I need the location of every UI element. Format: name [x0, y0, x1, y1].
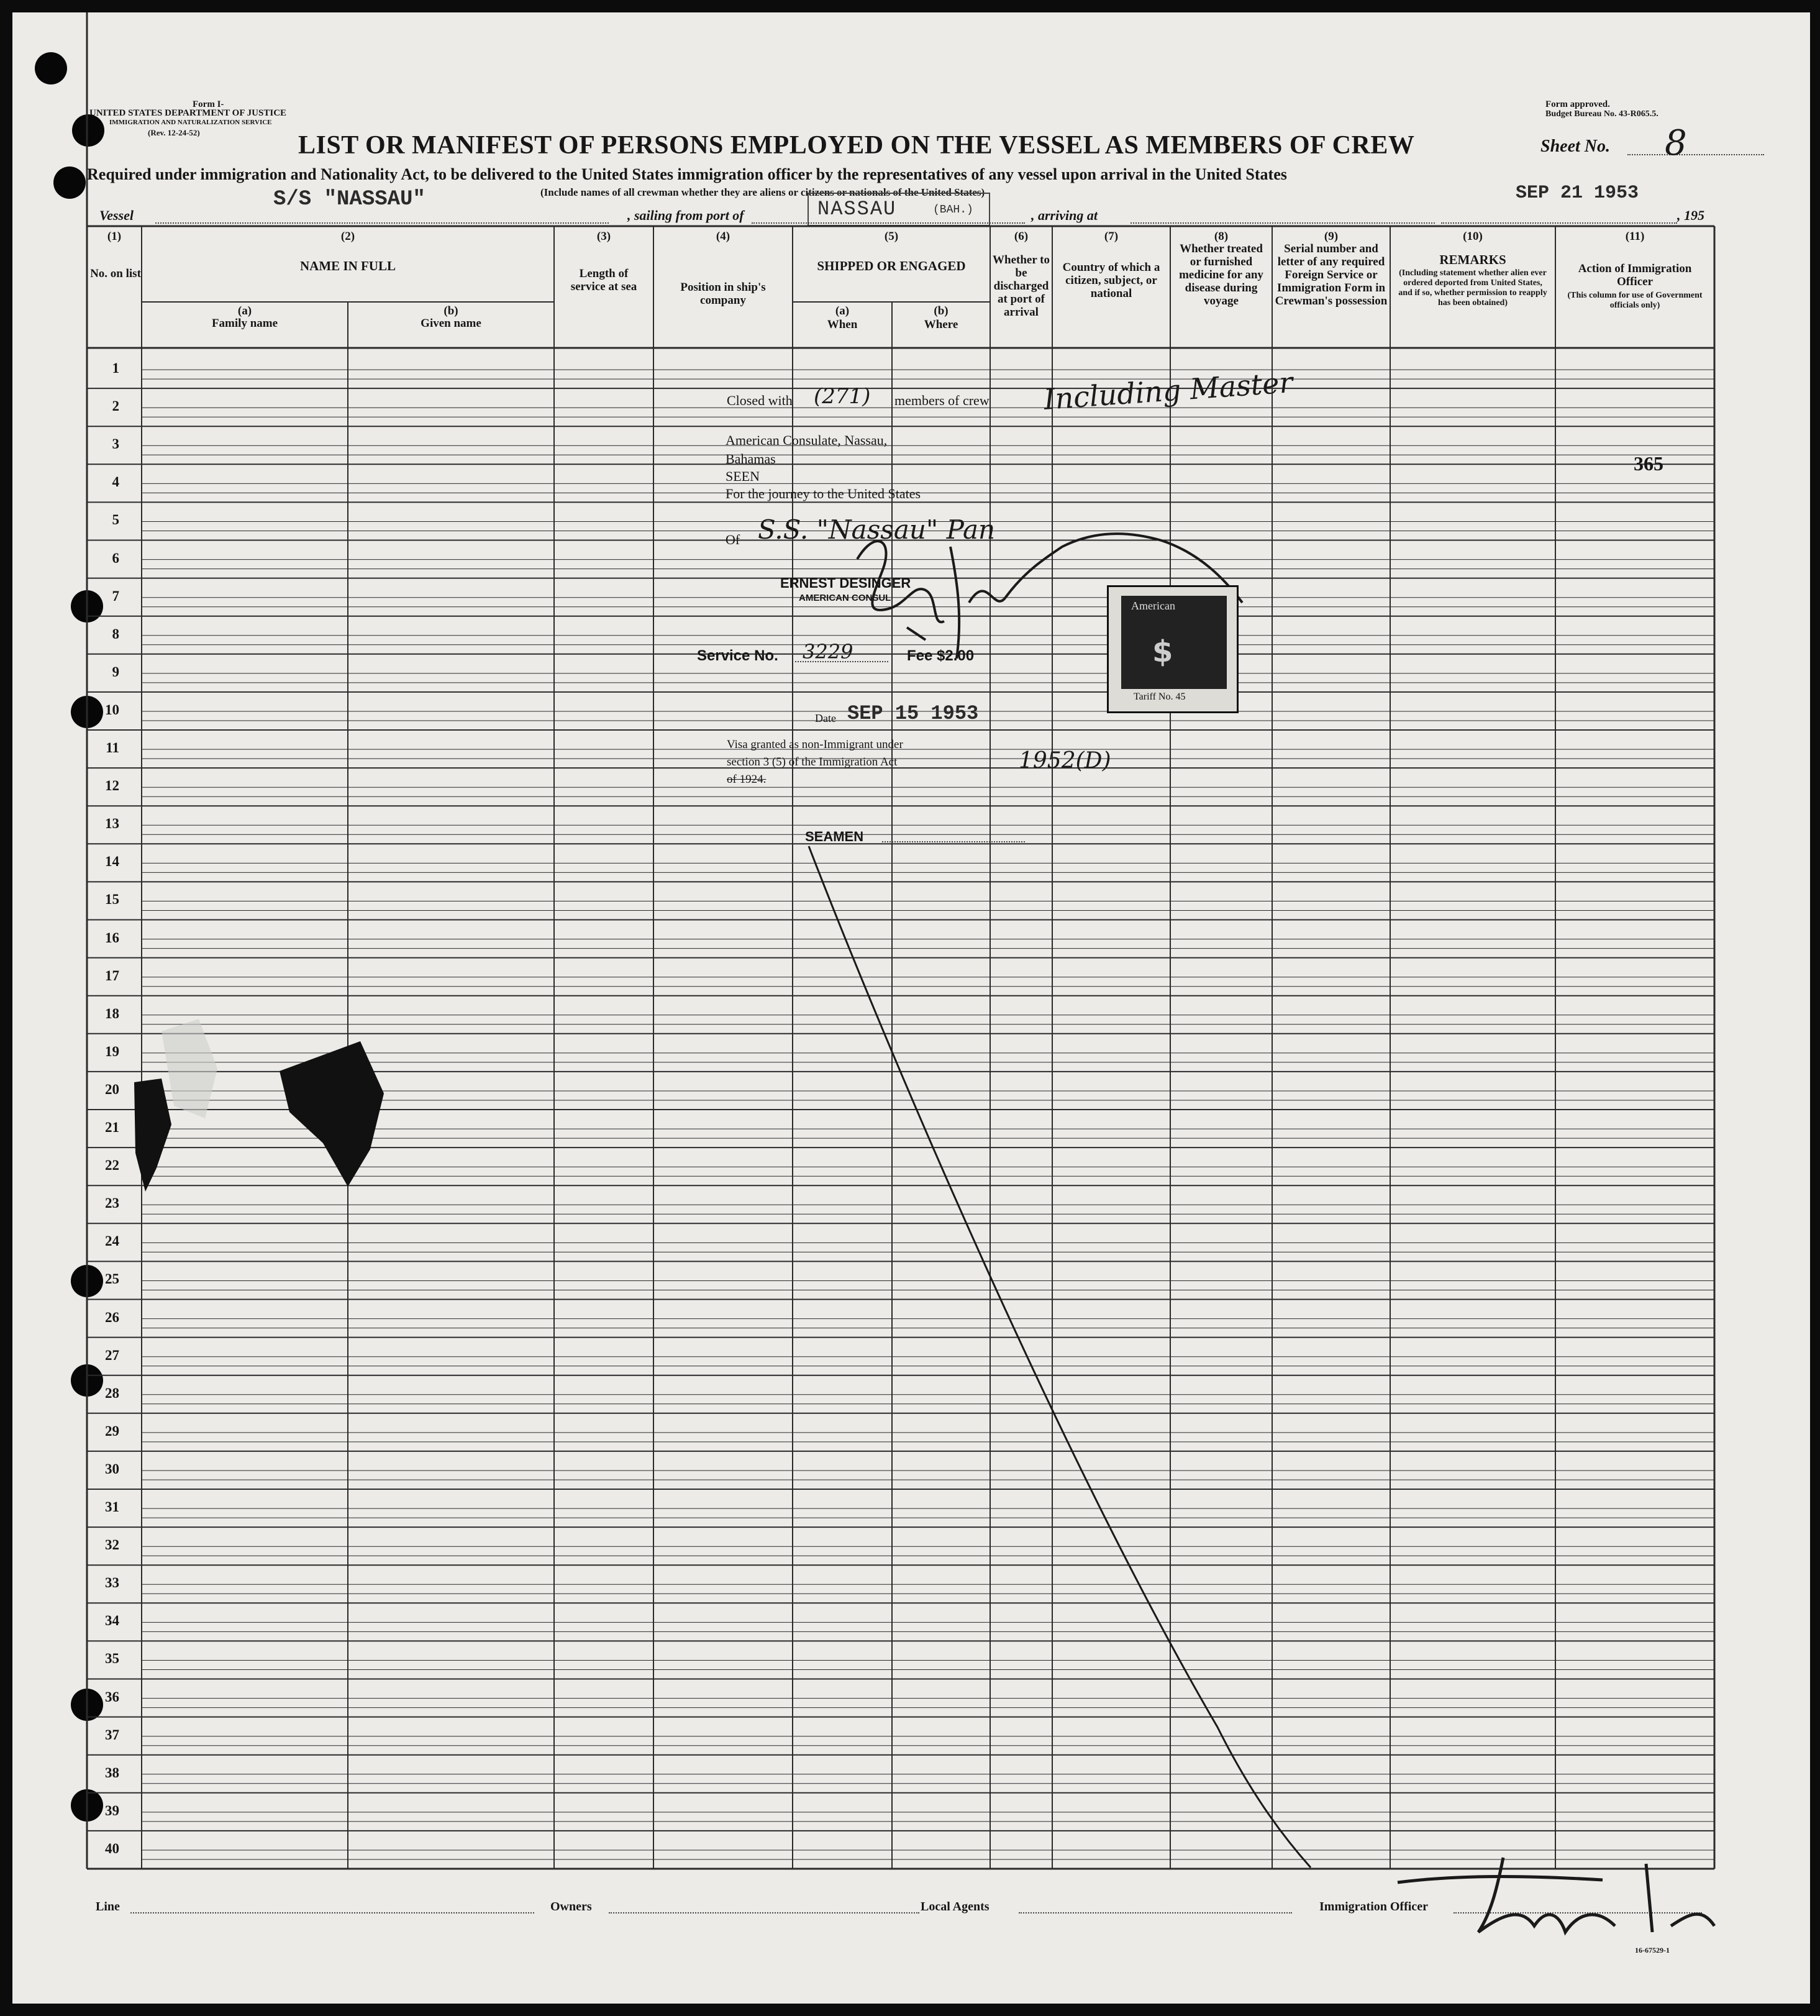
print-code: 16-67529-1 — [1635, 1946, 1670, 1954]
col-7-header: Country of which a citizen, subject, or national — [1062, 261, 1160, 300]
row-number: 19 — [105, 1043, 119, 1059]
col-10-number: (10) — [1463, 230, 1483, 243]
include-note: (Include names of all crewman whether they are aliens or citizens or nationals of the United States) — [540, 186, 985, 198]
service-name: IMMIGRATION AND NATURALIZATION SERVICE — [109, 119, 272, 126]
col-10-header: REMARKS — [1439, 252, 1506, 267]
seamen-label: SEAMEN — [805, 829, 864, 844]
row-number: 8 — [112, 626, 119, 642]
col-6-number: (6) — [1014, 230, 1029, 243]
ship-reference: S.S. "Nassau" Pan — [758, 514, 996, 545]
row-number: 29 — [105, 1423, 119, 1439]
consulate-line-2: Bahamas — [726, 451, 776, 467]
row-number: 32 — [105, 1537, 119, 1553]
row-number: 35 — [105, 1651, 119, 1667]
row-number: 34 — [105, 1613, 119, 1629]
date-label: Date — [815, 712, 836, 724]
col-5a-header: When — [827, 318, 858, 331]
budget-bureau-number: Budget Bureau No. 43-R065.5. — [1545, 109, 1658, 119]
form-number: Form I- — [193, 99, 224, 109]
row-number: 39 — [105, 1802, 119, 1818]
col-4-number: (4) — [716, 230, 730, 243]
visa-section-line: section 3 (5) of the Immigration Act — [727, 755, 898, 769]
col-10-note: (Including statement whether alien ever ordered deported from United States, and if so, whether permission to reapply has been obtained) — [1398, 268, 1547, 308]
col-5-number: (5) — [884, 230, 899, 243]
row-number: 12 — [105, 778, 119, 794]
footer-line-field — [130, 1912, 534, 1913]
manifest-subtitle: Required under immigration and Nationality Act, to be delivered to the United States immigration officer by the representatives of any vessel upon arrival in the United States — [87, 165, 1287, 183]
action-number: 365 — [1634, 452, 1663, 475]
col-5-header: SHIPPED OR ENGAGED — [817, 258, 966, 273]
service-no-label: Service No. — [697, 647, 778, 664]
row-number: 11 — [106, 740, 119, 755]
row-number: 37 — [105, 1726, 119, 1743]
officer-signature — [1379, 1839, 1727, 1945]
manifest-title: LIST OR MANIFEST OF PERSONS EMPLOYED ON THE VESSEL AS MEMBERS OF CREW — [298, 131, 1415, 160]
row-number: 21 — [105, 1120, 119, 1135]
row-number: 27 — [105, 1347, 119, 1363]
row-number: 5 — [112, 512, 119, 528]
row-number: 25 — [105, 1271, 119, 1287]
closed-with-label: Closed with — [727, 393, 793, 408]
form-revision: (Rev. 12-24-52) — [148, 128, 200, 137]
col-2a-number: (a) — [237, 304, 252, 317]
visa-granted-line: Visa granted as non-Immigrant under — [727, 738, 903, 751]
col-3-header: Length of service at sea — [570, 267, 637, 293]
year-label: , 195 — [1677, 208, 1704, 223]
consul-name: ERNEST DESINGER — [780, 575, 911, 591]
col-6-header: Whether to be discharged at port of arrival — [993, 253, 1050, 319]
col-3-number: (3) — [596, 230, 611, 243]
row-number: 10 — [105, 701, 119, 718]
col-1-number: (1) — [107, 230, 122, 243]
revenue-stamp-caption: American — [1131, 600, 1175, 612]
revenue-stamp-tariff: Tariff No. 45 — [1134, 691, 1186, 702]
port-suffix: (BAH.) — [933, 204, 973, 216]
service-number: 3229 — [803, 640, 853, 664]
row-number: 28 — [105, 1385, 119, 1401]
col-5b-number: (b) — [934, 304, 949, 317]
crew-count: (271) — [814, 384, 871, 409]
members-of-crew-label: members of crew — [894, 393, 990, 408]
col-9-number: (9) — [1324, 230, 1339, 243]
sheet-number: 8 — [1665, 123, 1687, 163]
row-number: 2 — [112, 398, 119, 414]
row-number: 9 — [112, 664, 119, 680]
row-number: 3 — [112, 436, 119, 452]
col-2a-header: Family name — [211, 317, 278, 330]
row-number: 40 — [105, 1840, 119, 1856]
row-number: 6 — [112, 550, 119, 566]
col-5a-number: (a) — [835, 304, 850, 317]
sailing-from-label: , sailing from port of — [627, 208, 744, 223]
col-8-header: Whether treated or furnished medicine for any disease during voyage — [1179, 242, 1263, 308]
footer-line-label: Line — [96, 1900, 120, 1913]
footer-owners-field — [609, 1912, 919, 1913]
row-number: 20 — [105, 1081, 119, 1097]
row-number: 22 — [105, 1157, 119, 1174]
col-2b-header: Given name — [421, 317, 481, 330]
row-number: 38 — [105, 1764, 119, 1781]
row-number: 13 — [105, 816, 119, 832]
including-master-note: Including Master — [1042, 365, 1294, 416]
footer-immigration-officer-label: Immigration Officer — [1319, 1900, 1428, 1913]
fee-label: Fee $2.00 — [907, 647, 975, 664]
col-2-number: (2) — [340, 230, 355, 243]
department-name: UNITED STATES DEPARTMENT OF JUSTICE — [89, 108, 287, 118]
row-number: 36 — [105, 1689, 119, 1705]
consulate-line-1: American Consulate, Nassau, — [726, 432, 888, 448]
revenue-stamp-value: $ — [1152, 634, 1173, 669]
col-11-note: (This column for use of Government officials only) — [1567, 291, 1703, 310]
seen-label: SEEN — [726, 468, 760, 484]
visa-date: SEP 15 1953 — [847, 702, 979, 725]
row-number: 33 — [105, 1575, 119, 1591]
row-number: 15 — [105, 892, 119, 908]
visa-year-struck: of 1924. — [727, 773, 767, 786]
col-2-header: NAME IN FULL — [299, 258, 396, 273]
row-number: 1 — [112, 360, 119, 376]
port-name[interactable]: NASSAU — [817, 198, 897, 221]
row-number: 18 — [105, 1005, 119, 1021]
row-number: 14 — [105, 854, 119, 870]
col-4-header: Position in ship's company — [680, 281, 766, 307]
row-number: 16 — [105, 929, 119, 946]
col-11-header: Action of Immigration Officer — [1578, 262, 1692, 288]
form-approved: Form approved. — [1545, 99, 1610, 109]
col-7-number: (7) — [1104, 230, 1119, 243]
vessel-label: Vessel — [99, 208, 134, 223]
consul-title: AMERICAN CONSUL — [799, 593, 891, 603]
row-number: 17 — [105, 967, 119, 983]
journey-label: For the journey to the United States — [726, 486, 921, 501]
col-9-header: Serial number and letter of any required Foreign Service or Immigration Form in Crewman's possession — [1275, 242, 1388, 308]
row-number: 4 — [112, 474, 119, 490]
arrival-date-stamp: SEP 21 1953 — [1516, 183, 1639, 204]
row-number: 7 — [112, 588, 119, 604]
visa-act-year: 1952(D) — [1019, 748, 1111, 773]
row-number: 30 — [105, 1461, 119, 1477]
col-8-number: (8) — [1214, 230, 1229, 243]
col-5b-header: Where — [924, 318, 958, 331]
footer-local-agents-label: Local Agents — [921, 1900, 990, 1913]
sheet-label: Sheet No. — [1540, 137, 1610, 156]
footer-owners-label: Owners — [550, 1900, 592, 1913]
vessel-name[interactable]: S/S "NASSAU" — [273, 188, 425, 211]
row-number: 23 — [105, 1195, 119, 1211]
ink-blots — [12, 12, 1810, 2004]
arriving-at-label: , arriving at — [1031, 208, 1098, 223]
of-label: Of — [726, 532, 740, 547]
col-2b-number: (b) — [444, 304, 458, 317]
row-number: 26 — [105, 1309, 119, 1325]
footer-local-agents-field — [1019, 1912, 1292, 1913]
col-1-header: No. on list — [90, 267, 141, 280]
manifest-page — [12, 12, 1810, 2004]
col-11-number: (11) — [1625, 230, 1645, 243]
row-number: 31 — [105, 1499, 119, 1515]
row-number: 24 — [105, 1233, 119, 1249]
